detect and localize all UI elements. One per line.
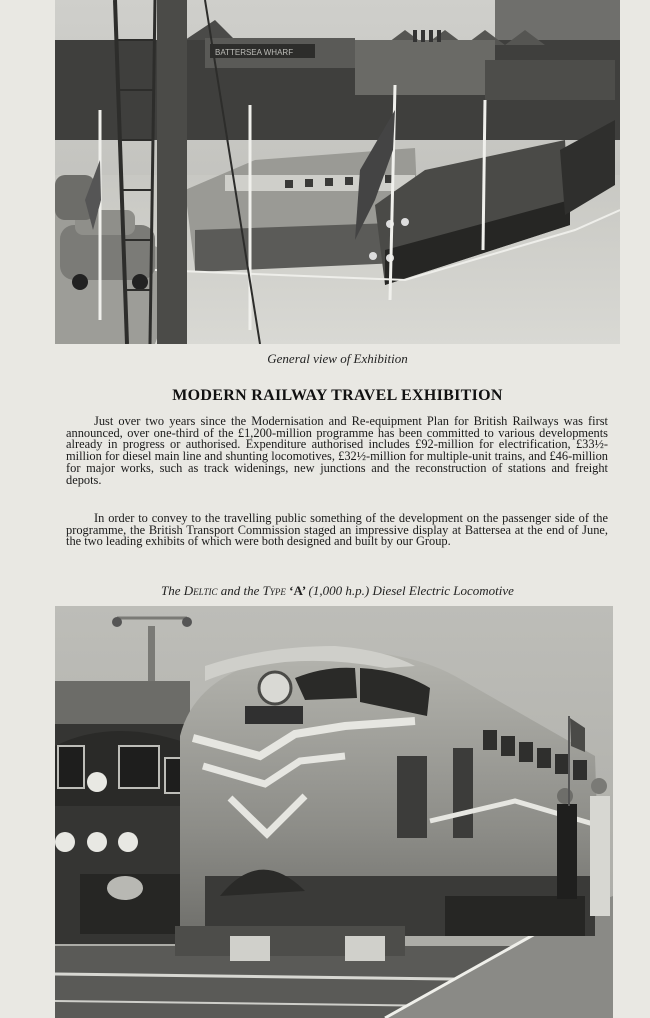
article-title: MODERN RAILWAY TRAVEL EXHIBITION	[172, 387, 503, 404]
exhibition-photo-illustration	[55, 0, 620, 344]
locomotive-photo	[55, 606, 613, 1018]
caption-text: Diesel Electric Locomotive	[369, 583, 514, 598]
article-paragraph-1: Just over two years since the Modernisation and Re-equipment Plan for British Railways was first announced, over one-third of the £1,200-million programme has been committed to various developments already in progress or authorised. Expenditure authorised includes £92-million for electrification, £33½-million for diesel main line and shunting locomotives, £32½-million for multiple-unit trains, and £46-million for major works, such as track widenings, new junctions and the reconstruction of stations and freight depots.	[66, 414, 608, 487]
caption-type-a: ‘A’	[285, 583, 309, 598]
article-paragraph-2: In order to convey to the travelling public something of the development on the passenger side of the programme, the British Transport Commission staged an impressive display at Battersea at the end of June, the two leading exhibits of which were both designed and built by our Group.	[66, 511, 608, 549]
wharf-sign: BATTERSEA WHARF	[215, 48, 294, 57]
exhibition-photo	[55, 0, 620, 344]
photo-caption-bottom	[55, 583, 620, 599]
caption-deltic: Deltic	[183, 583, 218, 598]
photo-caption-top: General view of Exhibition	[267, 351, 408, 366]
caption-text: and the	[217, 583, 263, 598]
caption-type: Type	[262, 583, 286, 598]
locomotive-photo-illustration	[55, 606, 613, 1018]
caption-text: The	[161, 583, 184, 598]
caption-power: (1,000 h.p.)	[308, 583, 370, 598]
